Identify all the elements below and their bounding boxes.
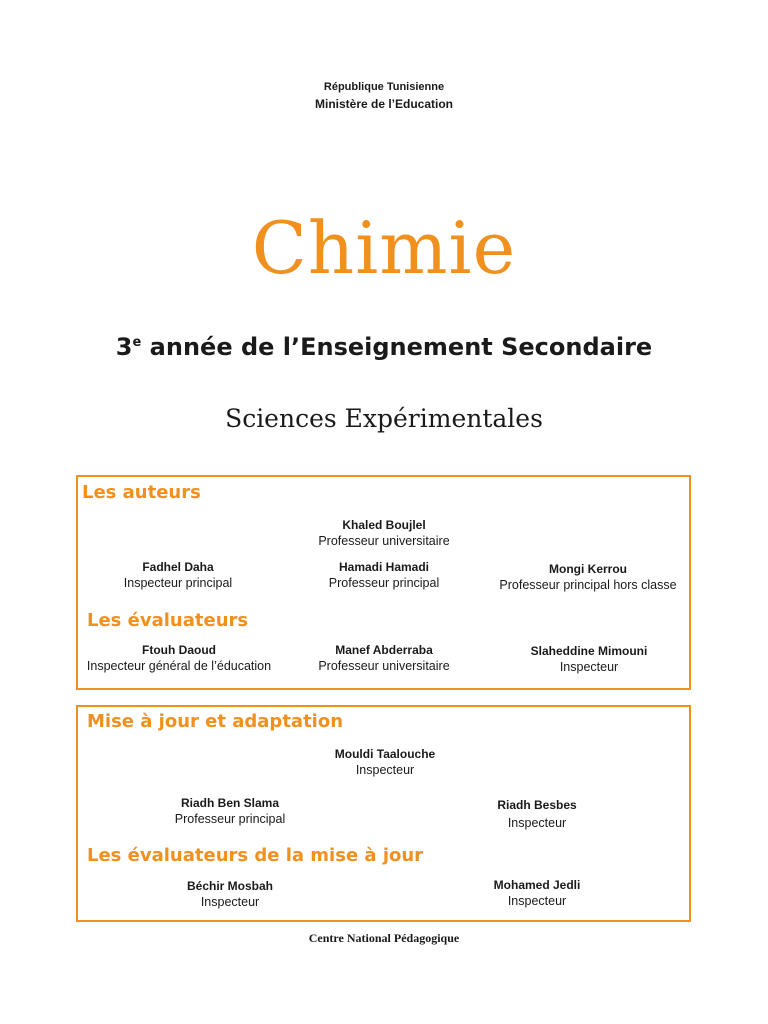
updater-role: Inspecteur	[507, 816, 567, 830]
grade-subtitle	[0, 333, 768, 361]
evaluator-role: Inspecteur général de l’éducation	[86, 659, 272, 673]
ministry-name: Ministère de l’Education	[314, 97, 454, 111]
evaluator-card	[284, 643, 484, 674]
author-name: Hamadi Hamadi	[338, 560, 430, 574]
updater-name: Mouldi Taalouche	[334, 747, 436, 761]
grade-superscript: e	[132, 335, 142, 350]
author-card	[486, 562, 690, 593]
evaluator-card	[489, 644, 689, 675]
update-evaluator-name: Béchir Mosbah	[186, 879, 273, 893]
book-title: Chimie	[251, 206, 517, 290]
author-role: Professeur universitaire	[318, 534, 450, 548]
grade-text: année de l’Enseignement Secondaire	[141, 333, 653, 361]
updater-card	[285, 747, 485, 778]
publisher-name: Centre National Pédagogique	[308, 931, 460, 945]
author-card	[78, 560, 278, 591]
update-evaluator-name: Mohamed Jedli	[493, 878, 581, 892]
country-name: République Tunisienne	[323, 81, 445, 93]
evaluator-name: Slaheddine Mimouni	[530, 644, 648, 658]
evaluators-heading: Les évaluateurs	[87, 610, 249, 631]
author-role: Inspecteur principal	[123, 576, 233, 590]
update-heading: Mise à jour et adaptation	[87, 711, 344, 732]
author-card	[284, 518, 484, 549]
update-evaluator-card	[130, 879, 330, 910]
update-evaluator-card	[437, 878, 637, 909]
evaluator-role: Inspecteur	[559, 660, 619, 674]
evaluator-card	[78, 643, 280, 674]
section-name: Sciences Expérimentales	[225, 404, 543, 433]
author-role: Professeur principal hors classe	[499, 578, 677, 592]
author-role: Professeur principal	[328, 576, 440, 590]
updater-role: Professeur principal	[174, 812, 286, 826]
author-name: Khaled Boujlel	[342, 518, 426, 532]
update-evaluator-role: Inspecteur	[507, 894, 567, 908]
updater-card	[130, 796, 330, 827]
updater-name: Riadh Ben Slama	[180, 796, 280, 810]
author-card	[284, 560, 484, 591]
updater-role: Inspecteur	[355, 763, 415, 777]
updater-card	[437, 798, 637, 831]
update-evaluators-heading: Les évaluateurs de la mise à jour	[87, 845, 424, 866]
updater-name: Riadh Besbes	[497, 798, 577, 812]
evaluator-name: Manef Abderraba	[335, 643, 433, 657]
evaluator-role: Professeur universitaire	[318, 659, 450, 673]
update-evaluator-role: Inspecteur	[200, 895, 260, 909]
evaluator-name: Ftouh Daoud	[142, 643, 216, 657]
author-name: Fadhel Daha	[142, 560, 214, 574]
authors-heading: Les auteurs	[82, 482, 201, 503]
author-name: Mongi Kerrou	[549, 562, 627, 576]
grade-number: 3	[115, 333, 133, 361]
